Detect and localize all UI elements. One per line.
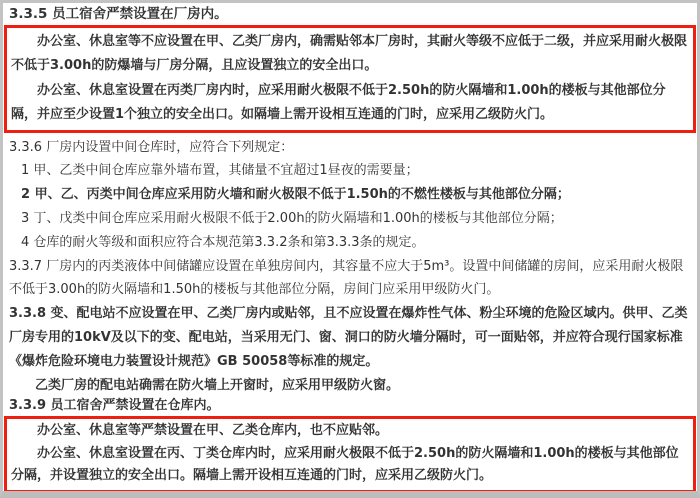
list-item-4: 4 仓库的耐火等级和面积应符合本规范第3.3.2条和第3.3.3条的规定。 xyxy=(21,234,425,250)
highlighted-paragraph: 办公室、休息室等不应设置在甲、乙类厂房内，确需贴邻本厂房时，其耐火等级不应低于二级，并应采用耐火极限不低于3.00h的防爆墙与厂房分隔，且应设置独立的安全出口。 xyxy=(11,34,688,74)
highlighted-paragraph: 办公室、休息室设置在丙、丁类仓库内时，应采用耐火极限不低于2.50h的防火隔墙和1.00h的楼板与其他部位分隔，并设置独立的安全出口。隔墙上需开设相互连通的门时，应采用乙级防火门。 xyxy=(11,445,679,484)
heading-3-3-9: 3.3.9 员工宿舍严禁设置在仓库内。 xyxy=(9,398,220,414)
highlighted-paragraph: 办公室、休息室等严禁设置在甲、乙类仓库内，也不应贴邻。 xyxy=(37,423,389,439)
heading-3-3-5: 3.3.5 员工宿舍严禁设置在厂房内。 xyxy=(9,6,228,22)
paragraph-3-3-7: 3.3.7 厂房内的丙类液体中间储罐应设置在单独房间内，其容量不应大于5m³。设置中间储罐的房间，应采用耐火极限不低于3.00h的防火隔墙和1.50h的楼板与其他部位分隔，房间门应采用甲级防火门。 xyxy=(9,258,684,298)
list-item-1: 1 甲、乙类中间仓库应靠外墙布置，其储量不宜超过1昼夜的需要量； xyxy=(21,163,419,179)
highlighted-paragraph: 办公室、休息室设置在丙类厂房内时，应采用耐火极限不低于2.50h的防火隔墙和1.00h的楼板与其他部位分隔，并应至少设置1个独立的安全出口。如隔墙上需开设相互连通的门时，应采用乙级防火门。 xyxy=(11,82,666,123)
highlight-box-3-3-9 xyxy=(4,416,696,493)
list-item-3: 3 丁、戊类中间仓库应采用耐火极限不低于2.00h的防火隔墙和1.00h的楼板与其他部位分隔； xyxy=(21,211,563,227)
paragraph-3-3-6: 3.3.6 厂房内设置中间仓库时，应符合下列规定： xyxy=(9,139,294,155)
paragraph-3-3-8: 3.3.8 变、配电站不应设置在甲、乙类厂房内或贴邻，且不应设置在爆炸性气体、粉尘环境的危险区域内。供甲、乙类厂房专用的10kV及以下的变、配电站，当采用无门、窗、洞口的防火墙分隔时，可一面贴邻，并应符合现行国家标准《爆炸危险环境电力装置设计规范》GB 50058等标准的规定。 xyxy=(9,306,688,369)
list-item-2: 2 甲、乙、丙类中间仓库应采用防火墙和耐火极限不低于1.50h的不燃性楼板与其他部位分隔； xyxy=(21,187,570,203)
paragraph-3-3-8-note: 乙类厂房的配电站确需在防火墙上开窗时，应采用甲级防火窗。 xyxy=(35,377,400,393)
body-text xyxy=(3,136,697,416)
highlight-box-3-3-5 xyxy=(4,25,696,133)
